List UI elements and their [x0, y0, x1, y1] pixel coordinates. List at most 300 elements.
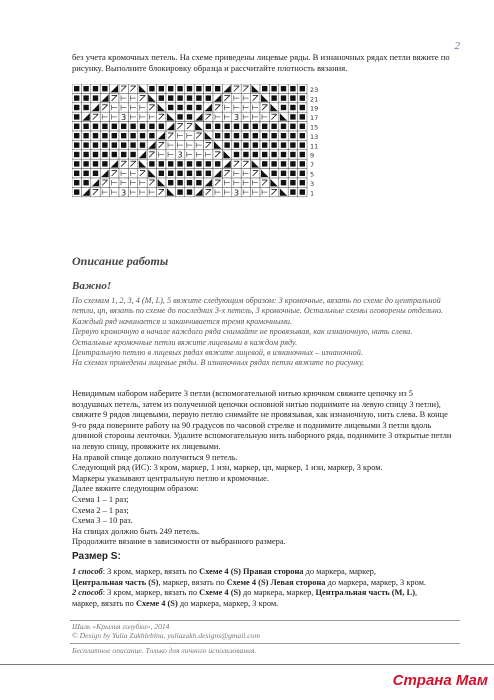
chart-cell: [269, 159, 278, 168]
chart-cell: [222, 187, 231, 196]
chart-cell: [260, 169, 269, 178]
chart-cell: [81, 159, 90, 168]
chart-row-label: 11: [310, 142, 319, 151]
svg-text:3: 3: [233, 188, 240, 198]
chart-cell: [119, 187, 128, 197]
chart-cell: [81, 187, 90, 196]
chart-cell: [251, 112, 260, 121]
chart-cell: [72, 93, 81, 102]
chart-cell: [185, 131, 194, 140]
chart-cell: [279, 103, 288, 112]
svg-text:3: 3: [233, 113, 240, 123]
chart-cell: [222, 93, 231, 102]
chart-cell: [128, 103, 137, 112]
chart-cell: [81, 103, 90, 112]
chart-cell: [110, 84, 119, 93]
chart-cell: [157, 140, 166, 149]
chart-cell: [128, 150, 137, 159]
chart-cell: [260, 84, 269, 93]
chart-cell: [222, 178, 231, 187]
chart-cell: [232, 131, 241, 140]
chart-cell: [175, 131, 184, 140]
chart-cell: [260, 150, 269, 159]
instruction-line: Далее вяжите следующим образом:: [72, 484, 199, 494]
chart-cell: [157, 159, 166, 168]
chart-cell: [100, 150, 109, 159]
chart-cell: [166, 187, 175, 196]
chart-cell: [100, 140, 109, 149]
chart-cell: [72, 169, 81, 178]
chart-cell: [147, 112, 156, 121]
chart-cell: [157, 84, 166, 93]
method-1-label: 1 способ: [72, 567, 103, 576]
chart-cell: [119, 169, 128, 178]
free-notice: Бесплатное описание. Только для личного использования.: [72, 646, 257, 655]
chart-cell: [241, 159, 250, 168]
method-text: , маркер, вязать по: [158, 577, 227, 587]
chart-cell: [241, 112, 250, 121]
chart-cell: [128, 112, 137, 121]
method-text: до маркера, маркер, 3 кром.: [177, 598, 279, 608]
chart-cell: [119, 112, 128, 122]
chart-cell: [100, 112, 109, 121]
chart-cell: [204, 93, 213, 102]
chart-cell: [260, 131, 269, 140]
chart-cell: [110, 187, 119, 196]
chart-cell: [81, 131, 90, 140]
chart-cell: [204, 84, 213, 93]
chart-cell: [241, 150, 250, 159]
method-2: [72, 588, 462, 609]
chart-cell: [128, 140, 137, 149]
chart-cell: [298, 131, 307, 140]
chart-cell: [138, 103, 147, 112]
chart-cell: [100, 159, 109, 168]
chart-cell: [175, 178, 184, 187]
chart-cell: [251, 150, 260, 159]
chart-cell: [119, 140, 128, 149]
chart-cell: [241, 84, 250, 93]
size-heading: Размер S:: [72, 551, 121, 562]
chart-cell: [100, 103, 109, 112]
chart-cell: [232, 122, 241, 131]
chart-cell: [288, 122, 297, 131]
chart-cell: [204, 169, 213, 178]
chart-cell: [72, 187, 81, 196]
section-title: Описание работы: [72, 254, 169, 268]
page-number: 2: [454, 40, 460, 52]
chart-cell: [91, 103, 100, 112]
chart-cell: [222, 140, 231, 149]
chart-cell: [185, 93, 194, 102]
chart-cell: [288, 112, 297, 121]
chart-cell: [222, 150, 231, 159]
chart-cell: [288, 84, 297, 93]
chart-cell: [298, 84, 307, 93]
chart-cell: [166, 159, 175, 168]
chart-cell: [204, 131, 213, 140]
chart-cell: [166, 84, 175, 93]
chart-cell: [241, 93, 250, 102]
chart-cell: [279, 122, 288, 131]
chart-cell: [269, 131, 278, 140]
chart-cell: [288, 140, 297, 149]
watermark-logo: Страна Мам: [392, 672, 488, 689]
chart-cell: [185, 178, 194, 187]
chart-cell: [269, 103, 278, 112]
chart-cell: [269, 178, 278, 187]
chart-cell: [91, 84, 100, 93]
chart-cell: [166, 103, 175, 112]
chart-cell: [185, 150, 194, 159]
chart-cell: [269, 122, 278, 131]
chart-cell: [213, 84, 222, 93]
instruction-line: Следующий ряд (ИС): 3 кром, маркер, 1 изн, маркер, цп, маркер, 1 изн, маркер, 3 кром.: [72, 463, 383, 473]
svg-text:3: 3: [177, 150, 183, 160]
chart-row-label: 3: [310, 179, 315, 188]
chart-cell: [166, 178, 175, 187]
chart-cell: [288, 131, 297, 140]
chart-cell: [269, 140, 278, 149]
chart-cell: [138, 169, 147, 178]
method-1: [72, 567, 462, 588]
note-line: Каждый ряд начинается и заканчивается тремя кромочными.: [72, 316, 293, 326]
chart-cell: [194, 159, 203, 168]
instruction-line: Схема 2 – 1 раз;: [72, 505, 129, 515]
chart-cell: [119, 122, 128, 131]
chart-cell: [110, 150, 119, 159]
chart-cell: [204, 187, 213, 196]
chart-cell: [119, 178, 128, 187]
chart-cell: [119, 131, 128, 140]
chart-row-label: 17: [310, 114, 319, 123]
chart-cell: [72, 103, 81, 112]
chart-cell: [175, 169, 184, 178]
chart-cell: [194, 169, 203, 178]
chart-cell: [175, 103, 184, 112]
chart-cell: [288, 159, 297, 168]
chart-cell: [269, 112, 278, 121]
chart-cell: [100, 131, 109, 140]
chart-cell: [175, 84, 184, 93]
chart-cell: [260, 159, 269, 168]
chart-cell: [147, 169, 156, 178]
chart-cell: [138, 159, 147, 168]
instruction-line: Схема 1 – 1 раз;: [72, 494, 129, 504]
chart-cell: [175, 150, 184, 160]
chart-cell: [251, 122, 260, 131]
chart-cell: [204, 159, 213, 168]
chart-cell: [119, 150, 128, 159]
chart-cell: [204, 150, 213, 159]
chart-cell: [119, 159, 128, 168]
chart-cell: [241, 178, 250, 187]
chart-cell: [194, 84, 203, 93]
chart-cell: [213, 93, 222, 102]
chart-cell: [288, 169, 297, 178]
chart-cell: [175, 140, 184, 149]
chart-cell: [175, 93, 184, 102]
chart-cell: [194, 187, 203, 196]
notes-block: [72, 296, 450, 369]
chart-cell: [185, 140, 194, 149]
method-text: до маркера, маркер,: [240, 588, 316, 598]
chart-cell: [251, 187, 260, 196]
chart-cell: [288, 103, 297, 112]
method-text: : 3 кром, маркер, вязать по: [102, 567, 200, 576]
chart-cell: [213, 178, 222, 187]
chart-cell: [72, 131, 81, 140]
chart-cell: [138, 131, 147, 140]
instruction-line: На спицах должно быть 249 петель.: [72, 526, 200, 536]
chart-cell: [298, 140, 307, 149]
chart-cell: [185, 122, 194, 131]
chart-cell: [185, 84, 194, 93]
chart-cell: [91, 150, 100, 159]
chart-cell: [138, 112, 147, 121]
chart-cell: [91, 122, 100, 131]
chart-cell: [222, 103, 231, 112]
chart-cell: [269, 150, 278, 159]
chart-cell: [232, 140, 241, 149]
chart-row-label: 13: [310, 132, 319, 141]
chart-cell: [166, 140, 175, 149]
chart-cell: [81, 84, 90, 93]
chart-cell: [194, 93, 203, 102]
chart-cell: [110, 178, 119, 187]
chart-cell: [298, 122, 307, 131]
chart-cell: [110, 140, 119, 149]
chart-cell: [185, 159, 194, 168]
chart-cell: [269, 187, 278, 196]
chart-cell: [232, 159, 241, 168]
chart-cell: [279, 178, 288, 187]
chart-cell: [81, 122, 90, 131]
chart-cell: [157, 169, 166, 178]
chart-cell: [241, 169, 250, 178]
important-heading: Важно!: [72, 280, 112, 292]
chart-cell: [128, 178, 137, 187]
chart-cell: [147, 178, 156, 187]
instruction-line: Продолжите вязание в зависимости от выбранного размера.: [72, 537, 286, 547]
chart-cell: [185, 187, 194, 196]
chart-cell: [213, 140, 222, 149]
chart-cell: [166, 150, 175, 159]
chart-cell: [241, 187, 250, 196]
chart-cell: [147, 131, 156, 140]
instruction-line: На правой спице должно получиться 9 петель.: [72, 452, 238, 462]
chart-cell: [128, 169, 137, 178]
svg-text:3: 3: [121, 188, 127, 198]
chart-cell: [91, 178, 100, 187]
chart-cell: [100, 93, 109, 102]
footer-rule: [70, 620, 460, 621]
chart-cell: [251, 178, 260, 187]
chart-cell: [213, 159, 222, 168]
method-2-label: 2 способ: [72, 588, 103, 598]
chart-cell: [269, 84, 278, 93]
chart-cell: [279, 112, 288, 121]
chart-cell: [157, 131, 166, 140]
chart-cell: [222, 84, 231, 93]
chart-cell: [110, 93, 119, 102]
chart-cell: [72, 159, 81, 168]
chart-cell: [138, 150, 147, 159]
chart-cell: [298, 159, 307, 168]
chart-cell: [232, 178, 241, 187]
chart-cell: [298, 187, 307, 196]
method-text: : 3 кром, маркер, вязать по: [102, 588, 200, 598]
chart-cell: [213, 112, 222, 121]
chart-cell: [251, 93, 260, 102]
note-line: Центральную петлю в лицевых рядах вяжите лицевой, в изнаночных – изнаночной.: [72, 348, 363, 358]
chart-cell: [175, 187, 184, 196]
chart-cell: [147, 122, 156, 131]
chart-cell: [81, 178, 90, 187]
chart-cell: [91, 159, 100, 168]
chart-row-label: 21: [310, 95, 319, 104]
chart-cell: [222, 131, 231, 140]
chart-cell: [260, 93, 269, 102]
method-text: маркер, вязать по: [72, 598, 136, 608]
chart-cell: [213, 150, 222, 159]
chart-cell: [91, 187, 100, 196]
footer-rule: [70, 643, 460, 644]
chart-cell: [110, 112, 119, 121]
chart-cell: [175, 159, 184, 168]
chart-cell: [279, 140, 288, 149]
chart-cell: [241, 140, 250, 149]
chart-cell: [100, 122, 109, 131]
chart-cell: [232, 169, 241, 178]
chart-cell: [222, 169, 231, 178]
chart-cell: [138, 93, 147, 102]
chart-cell: [260, 103, 269, 112]
intro-paragraph: без учета кромочных петель. На схеме приведены лицевые ряды. В изнаночных рядах петли вяжите по рисунку. Выполните блокировку образца и рассчитайте плотность вязания.: [72, 52, 450, 74]
method-bold: Центральная часть (M, L): [315, 588, 415, 598]
chart-cell: [260, 112, 269, 121]
chart-cell: [72, 150, 81, 159]
chart-cell: [128, 84, 137, 93]
chart-row-label: 23: [310, 85, 319, 94]
chart-cell: [204, 112, 213, 121]
footer-credits: [72, 622, 260, 641]
chart-cell: [232, 84, 241, 93]
chart-cell: [81, 150, 90, 159]
chart-cell: [222, 112, 231, 121]
chart-cell: [260, 140, 269, 149]
method-text: до маркера, маркер, 3 кром.: [325, 577, 426, 587]
chart-cell: [147, 187, 156, 196]
chart-cell: [185, 103, 194, 112]
chart-cell: [185, 169, 194, 178]
chart-cell: [232, 112, 241, 122]
note-line: По схемам 1, 2, 3, 4 (M, L), 5 вяжите следующим образом: 3 кромочные, вязать по схеме до центральной петли, цп, вязать по схеме до последних 3-х петель, 3 кромочные. Остальные схемы оговорены отдельно.: [72, 296, 443, 316]
chart-cell: [138, 122, 147, 131]
chart-cell: [138, 140, 147, 149]
chart-cell: [279, 169, 288, 178]
chart-cell: [194, 131, 203, 140]
method-bold: Схеме 4 (S): [199, 588, 241, 598]
chart-cell: [279, 187, 288, 196]
chart-cell: [81, 112, 90, 121]
instruction-line: Схема 3 – 10 раз.: [72, 516, 133, 526]
chart-cell: [185, 112, 194, 121]
chart-cell: [128, 187, 137, 196]
chart-cell: [222, 122, 231, 131]
instruction-line: Маркеры указывают центральную петлю и кромочные.: [72, 473, 269, 483]
chart-cell: [157, 122, 166, 131]
chart-cell: [128, 159, 137, 168]
methods-block: [72, 567, 462, 609]
chart-cell: [194, 140, 203, 149]
chart-cell: [279, 93, 288, 102]
chart-cell: [110, 103, 119, 112]
chart-cell: [279, 131, 288, 140]
chart-cell: [157, 112, 166, 121]
chart-cell: [213, 103, 222, 112]
chart-row-label: 7: [310, 161, 315, 170]
chart-cell: [251, 159, 260, 168]
chart-cell: [147, 140, 156, 149]
chart-cell: [166, 131, 175, 140]
chart-cell: [232, 150, 241, 159]
chart-cell: [119, 84, 128, 93]
chart-cell: [269, 93, 278, 102]
chart-cell: [147, 159, 156, 168]
chart-cell: [138, 187, 147, 196]
chart-cell: [260, 187, 269, 196]
bottom-rule: [0, 664, 494, 665]
method-bold: Центральная часть (S): [72, 577, 159, 587]
chart-cell: [128, 131, 137, 140]
chart-cell: [91, 140, 100, 149]
chart-cell: [213, 131, 222, 140]
chart-cell: [110, 159, 119, 168]
chart-cell: [204, 122, 213, 131]
chart-cell: [269, 169, 278, 178]
chart-cell: [251, 84, 260, 93]
chart-cell: [147, 103, 156, 112]
chart-cell: [241, 131, 250, 140]
chart-cell: [100, 84, 109, 93]
chart-cell: [110, 131, 119, 140]
method-bold: Схеме 4 (S): [135, 598, 178, 608]
chart-cell: [298, 150, 307, 159]
chart-cell: [157, 178, 166, 187]
chart-cell: [194, 178, 203, 187]
chart-cell: [91, 93, 100, 102]
note-line: На схемах приведены лицевые ряды. В изнаночных рядах петли вяжите по рисунку.: [72, 358, 365, 368]
chart-cell: [72, 178, 81, 187]
chart-row-label: 19: [310, 104, 319, 113]
chart-cell: [110, 122, 119, 131]
chart-cell: [72, 140, 81, 149]
chart-cell: [204, 140, 213, 149]
chart-cell: [166, 169, 175, 178]
chart-cell: [241, 122, 250, 131]
chart-cell: [81, 169, 90, 178]
chart-cell: [251, 169, 260, 178]
footer-copyright: © Design by Yulia Zakhlebina, yuliazakh.designs@gmail.com: [72, 631, 260, 641]
chart-cell: [298, 93, 307, 102]
chart-cell: [175, 122, 184, 131]
chart-cell: [91, 112, 100, 121]
chart-row-label: 5: [310, 170, 315, 179]
chart-cell: [194, 150, 203, 159]
instruction-paragraph: Невидимым набором наберите 3 петли (вспомогательной нитью крючком свяжите цепочку из 5 воздушных петель, затем из полученной цепочки основной нитью поднимите на левую спицу 3 петли), свяжите 9 рядов лицевыми, первую петлю снимайте не провязывая, как изнаночную, нить слева. В конце 9-го ряда поверните работу на 90 градусов по часовой стрелке и поднимите лицевыми 3 петли вдоль длинной стороны ленточки. Удалите вспомогательную нить наборного ряда, поднимите 3 открытые петли на левую спицу, провяжите их лицевыми.: [72, 389, 452, 451]
chart-cell: [194, 122, 203, 131]
